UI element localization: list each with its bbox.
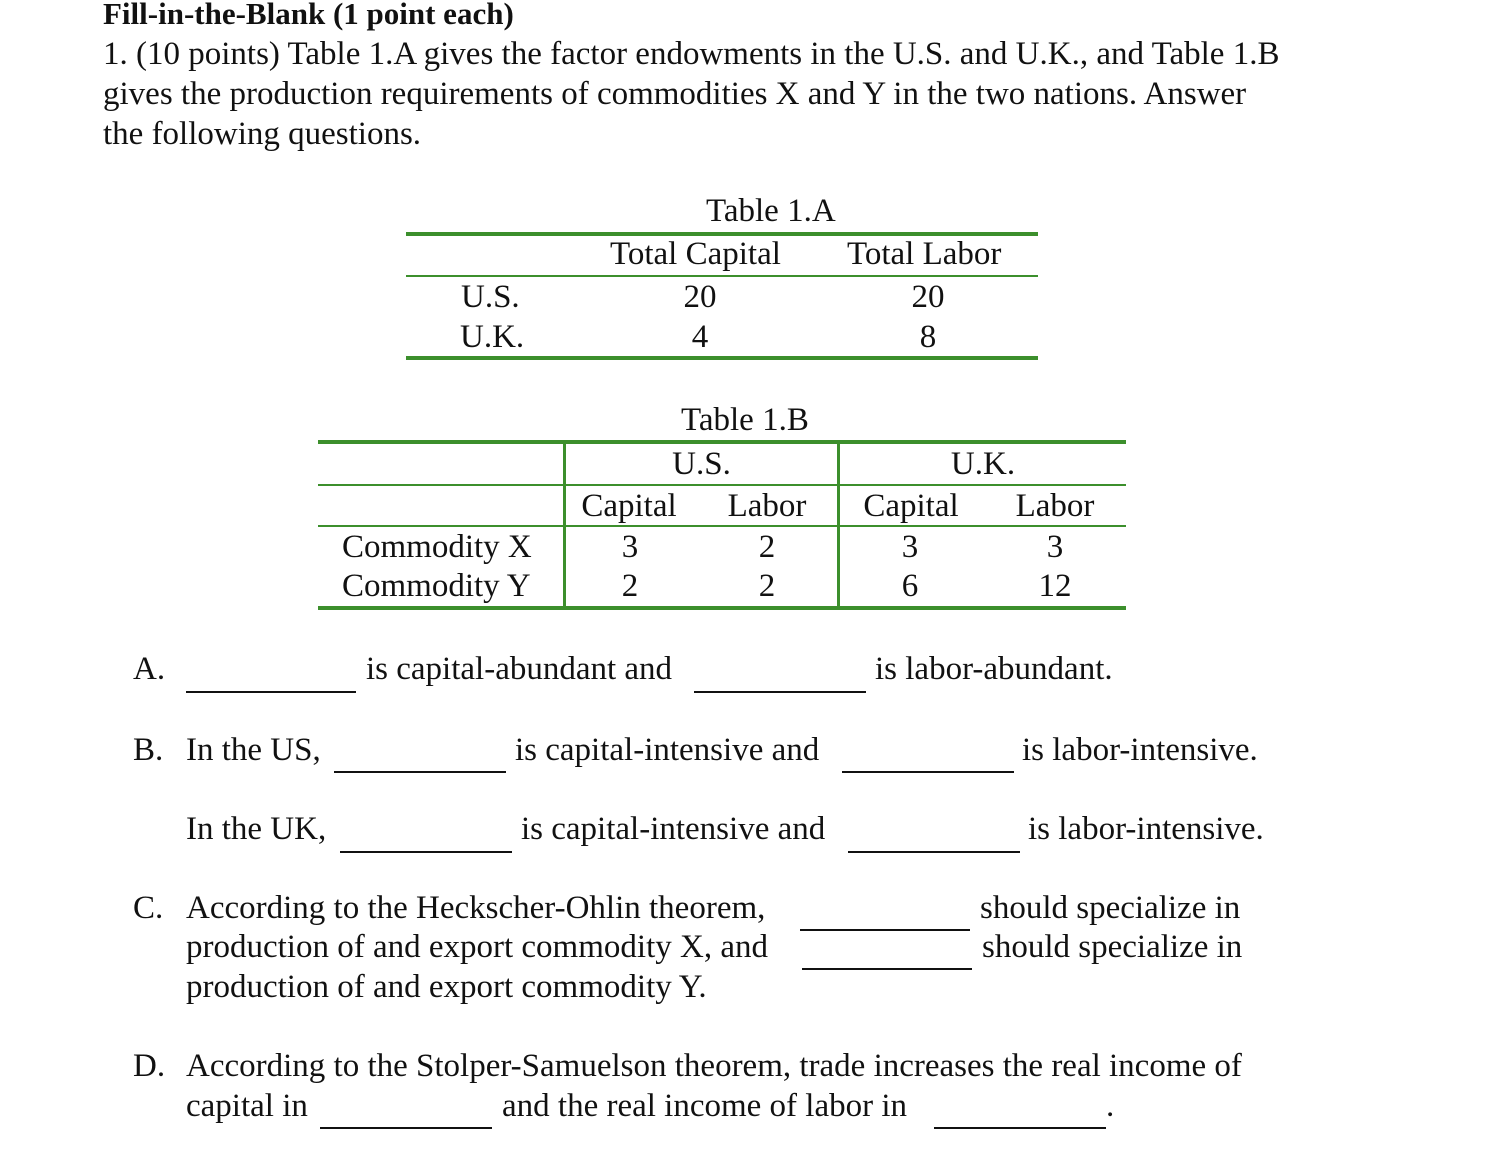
table-1a-row-us-capital: 20: [683, 279, 717, 315]
question-b-marker: B.: [133, 732, 164, 768]
answer-blank-c2[interactable]: [802, 946, 972, 970]
answer-blank-b4[interactable]: [848, 829, 1020, 853]
table-1b-top-rule: [318, 440, 1126, 444]
table-1b-bottom-rule: [318, 606, 1126, 610]
question-a-end: is labor-abundant.: [875, 651, 1113, 687]
answer-blank-d2[interactable]: [934, 1105, 1106, 1129]
question-a-mid: is capital-abundant and: [366, 651, 673, 687]
table-1a-bottom-rule: [406, 356, 1038, 360]
question-d-line-1: According to the Stolper-Samuelson theorem, trade increases the real income of: [186, 1048, 1242, 1084]
question-c-line-1-end: should specialize in: [980, 890, 1241, 926]
question-b-us-mid: is capital-intensive and: [515, 732, 820, 768]
question-c-marker: C.: [133, 890, 164, 926]
table-1a-header-labor: Total Labor: [847, 236, 1002, 272]
table-1a-row-us-label: U.S.: [461, 279, 520, 315]
table-1b-row-x-label: Commodity X: [342, 529, 532, 565]
question-d-period: .: [1106, 1088, 1115, 1124]
question-d-line-2b: and the real income of labor in: [502, 1088, 908, 1124]
question-b-uk-mid: is capital-intensive and: [521, 811, 826, 847]
table-1b-sub-us-capital: Capital: [581, 488, 677, 524]
answer-blank-b3[interactable]: [340, 829, 512, 853]
table-1b-caption: Table 1.B: [681, 402, 809, 438]
table-1b-row-y-label: Commodity Y: [342, 568, 531, 604]
answer-blank-a2[interactable]: [694, 669, 866, 693]
table-1b-sub-us-labor: Labor: [727, 488, 807, 524]
table-1b-row-x-us-capital: 3: [621, 529, 639, 565]
question-c-line-3: production of and export commodity Y.: [186, 969, 707, 1005]
question-b-uk-end: is labor-intensive.: [1028, 811, 1264, 847]
question-d-marker: D.: [133, 1048, 166, 1084]
table-1b-row-y-uk-capital: 6: [901, 568, 919, 604]
section-heading: Fill-in-the-Blank (1 point each): [103, 0, 514, 31]
question-d-line-2a: capital in: [186, 1088, 308, 1124]
table-1b-row-y-uk-labor: 12: [1038, 568, 1072, 604]
answer-blank-b1[interactable]: [334, 749, 506, 773]
table-1b-header-rule: [318, 525, 1126, 527]
table-1b-row-x-uk-capital: 3: [901, 529, 919, 565]
question-c-line-2-end: should specialize in: [982, 929, 1243, 965]
table-1a-header-rule: [406, 275, 1038, 277]
table-1b-sub-uk-labor: Labor: [1015, 488, 1095, 524]
question-c-line-2: production of and export commodity X, and: [186, 929, 768, 965]
answer-blank-c1[interactable]: [800, 907, 970, 931]
table-1b-row-x-us-labor: 2: [758, 529, 776, 565]
answer-blank-a1[interactable]: [186, 669, 356, 693]
intro-line-1: 1. (10 points) Table 1.A gives the factor endowments in the U.S. and U.K., and Table 1.B: [103, 36, 1280, 72]
table-1a-caption: Table 1.A: [706, 193, 836, 229]
intro-line-3: the following questions.: [103, 116, 422, 152]
answer-blank-d1[interactable]: [320, 1105, 492, 1129]
question-b-us-end: is labor-intensive.: [1022, 732, 1258, 768]
answer-blank-b2[interactable]: [842, 749, 1014, 773]
question-b-uk-lead: In the UK,: [186, 811, 327, 847]
table-1b-group-us: U.S.: [672, 446, 731, 482]
table-1b-sub-uk-capital: Capital: [863, 488, 959, 524]
table-1b-group-uk: U.K.: [950, 446, 1016, 482]
table-1a-row-us-labor: 20: [911, 279, 945, 315]
table-1b-row-y-us-capital: 2: [621, 568, 639, 604]
table-1b-group-rule: [318, 484, 1126, 486]
table-1a-row-uk-capital: 4: [691, 319, 709, 355]
question-b-us-lead: In the US,: [186, 732, 321, 768]
question-a-marker: A.: [133, 651, 166, 687]
table-1b-row-x-uk-labor: 3: [1046, 529, 1064, 565]
question-intro: [103, 34, 1403, 154]
table-1a-row-uk-label: U.K.: [460, 319, 525, 355]
question-c-line-1: According to the Heckscher-Ohlin theorem,: [186, 890, 766, 926]
intro-line-2: gives the production requirements of commodities X and Y in the two nations. Answer: [103, 76, 1247, 112]
table-1b-row-y-us-labor: 2: [758, 568, 776, 604]
table-1a-header-capital: Total Capital: [610, 236, 781, 272]
table-1a-row-uk-labor: 8: [919, 319, 937, 355]
